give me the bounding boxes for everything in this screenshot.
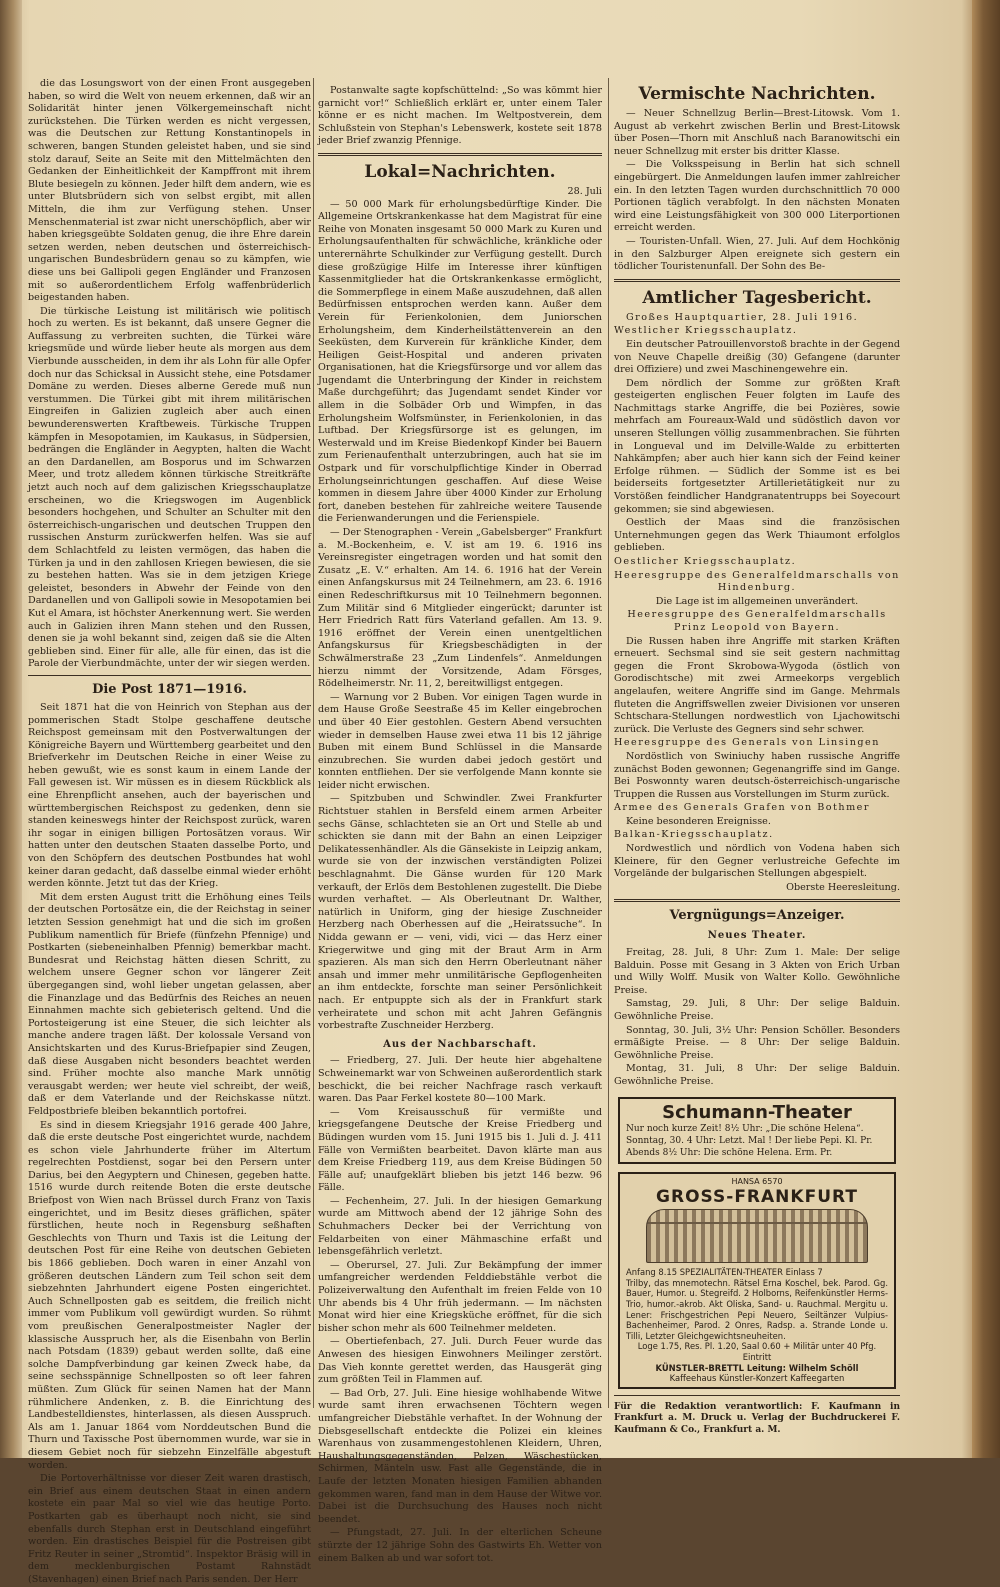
post-article-title: Die Post 1871—1916. (92, 681, 247, 697)
article-paragraph: die das Losungswort von der einen Front ausgegeben haben, so wird die Welt von neuem erkennen, daß wir an Solidarität hinter jenen Völkergemeinschaft nicht zurückstehen. Die Türken werden es nicht vergessen, was die Deutschen zur Rettung Konstantinopels in schweren, bangen Stunden geleistet haben, und sie sind stolz darauf, Seite an Seite mit den Mittelmächten den Gedanken der Einheitlichkeit der Kampffront mit ihrem Blute besiegeln zu können. Jeder hilft dem andern, wie es unter Blutsbrüdern sich von selbst ergibt, mit allen Mitteln, die ihm zur Verfügung stehen. Unser Menschenmaterial ist zwar nicht unerschöpflich, aber wir haben kriegsgeübte Soldaten genug, die ihre Ehre darein setzen werden, neben deutschen und österreichisch-ungarischen Bundesbrüdern genau so zu kämpfen, wie diese uns bei Gallipoli gegen Engländer und Franzosen mit so außerordentlichem Erfolg waffenbrüderlich beigestanden haben. (28, 78, 311, 304)
column-2 (318, 85, 602, 1566)
news-item: — Obertiefenbach, 27. Juli. Durch Feuer wurde das Anwesen des hiesigen Einwohners Meilinger zerstört. Das Vieh konnte gerettet werden, das Hausgerät ging zum größten Teil in Flammen auf. (318, 1336, 602, 1386)
news-item: — Vom Kreisausschuß für vermißte und kriegsgefangene Deutsche der Kreise Friedberg und Büdingen wurden vom 15. Juni 1915 bis 1. Juli d. J. 411 Fälle von Vermißten bearbeitet. Davon klärte man aus dem Kreise Friedberg 119, aus dem Kreise Büdingen 50 Fälle auf; unaufgeklärt blieben bis jetzt 146 bezw. 96 Fälle. (318, 1106, 602, 1194)
report-paragraph: Nordöstlich von Swiniuchy haben russische Angriffe zunächst Boden gewonnen; Gegenangriffe sind im Gange. Bei Poswonnty waren deutsch-österreichisch-ungarische Truppen die Russen aus Vorstellungen im Sturm zurück. (614, 750, 900, 800)
lokal-section-title: Lokal=Nachrichten. (364, 161, 556, 182)
ad-phone: HANSA 6570 (731, 1176, 783, 1186)
army-group-heading: Heeresgruppe des Generalfeldmarschalls Prinz Leopold von Bayern. (627, 609, 887, 633)
report-paragraph: Ein deutscher Patrouillenvorstoß brachte in der Gegend von Neuve Chapelle dreißig (30) Gefangene (darunter drei Offiziere) und zwei Maschinengewehre ein. (614, 338, 900, 376)
news-item: — 50 000 Mark für erholungsbedürftige Kinder. Die Allgemeine Ortskrankenkasse hat dem Magistrat für eine Reihe von Monaten insgesamt 50 000 Mark zu Kuren und Erholungsaufenthalten für schwächliche, kränkliche oder unterernährte Schulkinder zur Verfügung gestellt. Durch diese großzügige Hilfe im Interesse ihrer künftigen Kassenmitglieder hat die Ortskrankenkasse ermöglicht, die Sommerpflege in einem Maße auszudehnen, daß allen Bedürfnissen entsprochen werden kann. Außer dem Verein für Ferienkolonien, dem Juniorschen Erholungsheim, dem Kinderheilstättenverein an den Seeküsten, dem Kurverein für kränkliche Kinder, dem Heiligen Geist-Hospital und anderen privaten Organisationen, hat die Kriegsfürsorge und vor allem das Jugendamt die Unterbringung der Kinder in reichstem Maße durchgeführt; das Jugendamt sendet Kinder vor allem in die Solbäder Orb und Wimpfen, in das Erholungsheim Wolfsmünster, in Ferienkolonien, in das Luftbad. Der Kriegsfürsorge ist es gelungen, im Westerwald und im Kreise Biedenkopf Kinder bei Bauern zum Ferienaufenthalt unterzubringen, auch hat sie im Ostpark und für vorschulpflichtige Kinder in Oberrad Erholungseinrichtungen geschaffen. Auf diese Weise kommen in diesem Jahre über 4000 Kinder zur Erholung fort, daneben bestehen für zahlreiche weitere Tausende die Ferienwanderungen und die Ferienspiele. (318, 198, 602, 525)
lokal-date: 28. Juli (567, 185, 602, 197)
news-item: — Fechenheim, 27. Juli. In der hiesigen Gemarkung wurde am Mittwoch abend der 12 jährige Sohn des Schuhmachers Decker bei der Verrichtung von Feldarbeiten von einer Mähmaschine erfaßt und lebensgefährlich verletzt. (318, 1195, 602, 1258)
book-spine (972, 0, 1000, 1458)
report-paragraph: Keine besonderen Ereignisse. (626, 815, 771, 827)
ad-line: Loge 1.75, Res. Pl. 1.20, Saal 0.60 + Militär unter 40 Pfg. Eintritt (637, 1341, 877, 1362)
theater-listing: Montag, 31. Juli, 8 Uhr: Der selige Balduin. Gewöhnliche Preise. (614, 1063, 900, 1087)
divider (318, 153, 602, 156)
divider (614, 279, 900, 282)
divider (614, 1395, 900, 1396)
report-paragraph: Oestlich der Maas sind die französischen Unternehmungen gegen das Werk Thiaumont erfolglos geblieben. (614, 517, 900, 554)
building-illustration-icon (646, 1209, 868, 1263)
article-paragraph: Die Portoverhältnisse vor dieser Zeit waren drastisch, ein Brief aus einem deutschen Staat in einen andern kostete ein paar Mal so viel wie das heutige Porto. Postkarten gab es überhaupt noch nicht, sie sind ebenfalls durch Stephan erst in Deutschland eingeführt worden. Ein drastisches Beispiel für die Postreisen gibt Fritz Reuter in seiner „Stromtid“. Inspektor Bräsig will in dem mecklenburgischen Postamt Rahnstädt (Stavenhagen) einen Brief nach Paris senden. Der Herr (28, 1473, 311, 1585)
ad-line: KÜNSTLER-BRETTL Leitung: Wilhelm Schöll (655, 1362, 859, 1373)
ad-line: Abends 8½ Uhr: Die schöne Helena. Erm. Pr. (626, 1147, 833, 1158)
divider (28, 675, 311, 676)
ad-line: Sonntag, 30. 4 Uhr: Letzt. Mal ! Der liebe Pepi. Kl. Pr. (626, 1135, 873, 1146)
vergnuegungs-title: Vergnügungs=Anzeiger. (669, 908, 845, 924)
news-item: — Pfungstadt, 27. Juli. In der elterlichen Scheune stürzte der 12 jährige Sohn des Gastwirts Eh. Wetter von einem Balken ab und war sofort tot. (318, 1527, 602, 1564)
news-item: — Friedberg, 27. Juli. Der heute hier abgehaltene Schweinemarkt war von Schweinen außerordentlich stark beschickt, die bei reicher Nachfrage rasch verkauft waren. Das Paar Ferkel kostete 80—100 Mark. (318, 1055, 602, 1105)
article-paragraph: Die türkische Leistung ist militärisch wie politisch hoch zu werten. Es ist bekannt, daß unsere Gegner die Auffassung zu verbreiten suchten, die Türkei wäre kriegsmüde und würde lieber heute als morgen aus dem Vierbunde ausscheiden, in dem ihr als Lohn für alle Opfer doch nur das Schicksal in Aussicht stehe, eine Potsdamer Domäne zu werden. Dieses alberne Gerede muß nun verstummen. Die Türkei gibt mit ihrem militärischen Eingreifen in Galizien zugleich aber auch einen bewunderenswerten Kraftbeweis. Türkische Truppen kämpfen in Mesopotamien, im Kaukasus, in Südpersien, bedrängen die Engländer in Aegypten, halten die Wacht an den Dardanellen, am Bosporus und im Schwarzen Meer, und trotz alledem können türkische Streitkräfte jetzt auch noch auf dem galizischen Kriegsschauplatze erscheinen, wo die Kriegswogen im Augenblick besonders hochgehen, und Schulter an Schulter mit den österreichisch-ungarischen und deutschen Truppen den russischen Ansturm zurückwerfen helfen. Was sie auf dem Schlachtfeld zu leisten vermögen, das haben die Türken ja und in den zahllosen Kriegen bewiesen, die sie zu bestehen hatten. Was sie in dem jetzigen Kriege geleistet, besonders in Abwehr der Feinde von den Dardanellen und von Gallipoli sowie in Mesopotamien bei Kut el Amara, ist höchster Anerkennung wert. Sie werden auch in Galizien ihren Mann stehen und den Russen, denen sie ja wohl bekannt sind, zeigen daß sie die Alten geblieben sind. Einer für alle, alle für einen, das ist die Parole der Vierbundmächte, unter der wir siegen werden. (28, 305, 311, 670)
news-item: — Die Volksspeisung in Berlin hat sich schnell eingebürgert. Die Anmeldungen laufen immer zahlreicher ein. In den letzten Tagen wurden durchschnittlich 70 000 Portionen täglich verabfolgt. In den nächsten Monaten wird eine Leistungsfähigkeit von 300 000 Literportionen erreicht werden. (614, 159, 900, 234)
ad-line: Trilby, das mnemotechn. Rätsel Erna Koschel, bek. Parod. Gg. Bauer, Humor. u. Stegreifd. 2 Holborns, Reifenkünstler Herms-Trio, humor.-akrob. Akt Oliska, Sand- u. Rauchmal. Mergitu u. Lener: Frischgestrichen Pepi Neuero, Seiltänzer Vulpius-Bachenheimer, Parod. 2 Onres, Radsp. a. Strande Londe u. Tilli, Letzter Gleichgewichtsneuheiten. (626, 1277, 888, 1341)
news-item: — Der Stenographen - Verein „Gabelsberger“ Frankfurt a. M.-Bockenheim, e. V. ist am 19. 6. 1916 ins Vereinsregister eingetragen worden und hat somit den Zusatz „E. V.“ erhalten. Am 14. 6. 1916 hat der Verein einen Anfangskursus mit 24 Teilnehmern, am 23. 6. 1916 einen Redeschriftkursus mit 10 Teilnehmern begonnen. Zum Militär sind 6 Mitglieder eingerückt; darunter ist Herr Friedrich Ratt fürs Vaterland gefallen. Am 13. 9. 1916 eröffnet der Verein einen unentgeltlichen Anfangskursus für Kriegsbeschädigten in der Schwälmerstraße 23 „Zum Lindenfels“. Anmeldungen hierzu nimmt der Vorsitzende, Adam Försges, Rödelheimerstr. Nr. 11, 2, bereitwilligst entgegen. (318, 527, 603, 690)
schumann-theater-ad (618, 1097, 896, 1164)
page-edge (962, 0, 972, 1458)
ad-line: Anfang 8.15 SPEZIALITÄTEN-THEATER Einlass 7 (626, 1267, 823, 1278)
report-paragraph: Die Russen haben ihre Angriffe mit starken Kräften erneuert. Sechsmal sind sie seit gestern nachmittag gegen die Front Skrobowa-Wygoda (östlich von Gorodischtsche) mit zwei Armeekorps vergeblich angelaufen, weitere Angriffe sind im Gange. Mehrmals fluteten die Angriffswellen zweier Divisionen vor unseren Schtschara-Stellungen nordwestlich von Ljachowitschi zurück. Die Verluste des Gegners sind sehr schwer. (614, 635, 900, 735)
vermischte-section-title: Vermischte Nachrichten. (638, 84, 876, 104)
ad-title: Schumann-Theater (662, 1101, 852, 1123)
gross-frankfurt-ad (618, 1172, 896, 1389)
army-heading: Armee des Generals Grafen von Bothmer (614, 802, 870, 814)
ad-line: Nur noch kurze Zeit! 8½ Uhr: „Die schöne Helena“. (626, 1123, 864, 1134)
tagesbericht-title: Amtlicher Tagesbericht. (642, 287, 872, 308)
army-group-heading: Heeresgruppe des Generals von Linsingen (614, 737, 880, 749)
theater-listing: Sonntag, 30. Juli, 3½ Uhr: Pension Schöller. Besonders ermäßigte Preise. — 8 Uhr: Der selige Balduin. Gewöhnliche Preise. (614, 1024, 900, 1061)
news-item: — Spitzbuben und Schwindler. Zwei Frankfurter Richtstuer stahlen in Bersfeld einem armen Arbeiter sechs Gänse, schlachteten sie an Ort und Stelle ab und schickten sie dann mit der Bahn an einen Leipziger Delikatessenhändler. Als die Gänsekiste in Leipzig ankam, wurde sie von der inzwischen verständigten Polizei beschlagnahmt. Die Gänse wurden für 120 Mark verkauft, der Erlös dem Bestohlenen zugestellt. Die Diebe wurden verhaftet. — Als Oberleutnant Dr. Walther, natürlich in Uniform, ging der hiesige Zuschneider Herzberg nach Oberhessen auf die „Heiratssuche“. In Nidda gewann er — veni, vidi, vici — das Herz einer Kriegerwitwe und ging mit der Braut Arm in Arm spazieren. Als man sich den Herrn Oberleutnant näher ansah und immer mehr unmilitärische Gepflogenheiten an ihm entdeckte, forschte man seiner Persönlichkeit nach. Er entpuppte sich als der in Frankfurt stark verheiratete und schon mit acht Jahren Gefängnis vorbestrafte Zuschneider Herzberg. (318, 793, 602, 1032)
ad-line: Kaffeehaus Künstler-Konzert Kaffeegarten (669, 1373, 845, 1384)
report-paragraph: Nordwestlich und nördlich von Vodena haben sich Kleinere, für den Gegner verlustreiche Gefechte im Vorgelände der bulgarischen Stellungen abgespielt. (614, 843, 900, 880)
article-paragraph: Es sind in diesem Kriegsjahr 1916 gerade 400 Jahre, daß die erste deutsche Post eingerichtet wurde, nachdem es schon viele Jahrhunderte früher im Altertum regelrechten Postdienst, sogar bei den Persern unter Darius, bei den Aegyptern und Chinesen, gegeben hatte. 1516 wurde durch reitende Boten die erste deutsche Briefpost von Wien nach Brüssel durch Franz von Taxis eingerichtet, und im Besitz dieses gräflichen, später fürstlichen, heute noch in Regensburg seßhaften Geschlechts von Thurn und Taxis ist die Leitung der deutschen Post für eine Reihe von deutschen Gebieten bis 1866 geblieben. Doch waren in einer Anzahl von größeren deutschen Ländern zum Teil schon seit dem siebzehnten Jahrhundert eigene Posten eingerichtet. Auch Schnellposten gab es seitdem, die freilich nicht immer vom Publikum voll gewürdigt wurden. So rühmt vom preußischen Generalpostmeister Nagler der klassische Ausspruch her, als die Eisenbahn von Berlin nach Potsdam (1839) gebaut werden sollte, daß eine solche Dampfverbindung gar keinen Zweck habe, da seine sechsspännige Schnellposten so oft leer fahren müßten. Zum Glück für seinen Namen hat der Mann rühmlichere Andenken, z. B. die Einrichtung des Landbestelldienstes, hinterlassen, als diesen Ausspruch. Als am 1. Januar 1864 vom Norddeutschen Bund die Thurn und Taxissche Post übernommen wurde, war sie in diesem Gebiet noch für siebzehn Einzelfälle abgestuft worden. (28, 1119, 311, 1471)
report-signature: Oberste Heeresleitung. (786, 881, 900, 893)
column-rule (313, 78, 314, 1408)
article-paragraph: Mit dem ersten August tritt die Erhöhung eines Teils der deutschen Portosätze ein, die der Reichstag in seiner letzten Session genehmigt hat und die sich im großen Publikum namentlich für Briefe (fünfzehn Pfennige) und Postkarten (siebeneinhalben Pfennig) bemerkbar macht. Bundesrat und Reichstag hätten diesen Schritt, zu welchem unsere Gegner schon vor längerer Zeit übergegangen sind, wohl lieber ungetan gelassen, aber die Finanzlage und das Bedürfnis des Reiches an neuen Einnahmen machte sich gebieterisch geltend. Und die Portosteigerung ist eine Steuer, die sich leichter als manche andere tragen läßt. Der kolossale Versand von Ansichtskarten und des Kurus-Briefpapier sind Zeugen, daß diese Ausgaben nicht besonders beachtet werden sind. Früher mochte also manche Mark unnötig verausgabt werden; wer heute viel schreibt, der weiß, daß er dem Vaterlande und der Reichskasse nützt. Feldpostbriefe bleiben bekanntlich portofrei. (28, 891, 311, 1117)
column-3 (614, 78, 900, 1436)
west-front-heading: Westlicher Kriegsschauplatz. (614, 325, 798, 337)
theater-listing: Freitag, 28. Juli, 8 Uhr: Zum 1. Male: Der selige Balduin. Posse mit Gesang in 3 Akten von Erich Urban und Willy Wolff. Musik von Walter Kollo. Gewöhnliche Preise. (614, 947, 900, 996)
headquarters-line: Großes Hauptquartier, 28. Juli 1916. (626, 311, 859, 323)
news-item: — Bad Orb, 27. Juli. Eine hiesige wohlhabende Witwe wurde samt ihren erwachsenen Töchtern wegen umfangreicher Diebstähle verhaftet. In der Wohnung der Diebsgesellschaft entdeckte die Polizei ein kleines Warenhaus von zusammengestohlenen Kleidern, Uhren, Haushaltungsgegenständen, Pelzen, Wäschestücken, Schirmen, Mänteln usw. Fast alle Gegenstände, die in Laufe der letzten Monaten hiesigen Familien abhanden gekommen waren, fand man in dem Hause der Witwe vor. Dabei ist die Durchsuchung des Hauses noch nicht beendet. (318, 1387, 602, 1525)
news-item: — Warnung vor 2 Buben. Vor einigen Tagen wurde in dem Hause Große Seestraße 45 im Keller eingebrochen und über 40 Eier gestohlen. Gestern Abend versuchten wieder in demselben Hause zwei etwa 11 bis 12 jährige Buben mit einem Bund Schlüssel in die Mansarde einzubrechen. Sie wurden dabei jedoch gestört und konnten entfliehen. Der sie verfolgende Mann konnte sie leider nicht erwischen. (318, 691, 602, 791)
army-group-heading: Heeresgruppe des Generalfeldmarschalls von Hindenburg. (614, 569, 900, 594)
article-paragraph: Postanwalte sagte kopfschüttelnd: „So was kömmt hier garnicht vor!“ Schließlich erklärt er, unter einem Taler könne er es nicht machen. Im Weltpostverein, dem Schlußstein von Stephan's Lebenswerk, kostete seit 1878 jeder Brief zwanzig Pfennige. (318, 85, 602, 147)
news-item: — Touristen-Unfall. Wien, 27. Juli. Auf dem Hochkönig in den Salzburger Alpen ereignete sich gestern ein tödlicher Touristenunfall. Der Sohn des Be- (614, 235, 900, 273)
news-item: — Neuer Schnellzug Berlin—Brest-Litowsk. Vom 1. August ab verkehrt zwischen Berlin und Brest-Litowsk über Posen—Thorn mit Anschluß nach Baranowitschi ein neuer Schnellzug mit erster bis dritter Klasse. (614, 108, 900, 157)
news-item: — Oberursel, 27. Juli. Zur Bekämpfung der immer umfangreicher werdenden Felddiebstähle verbot die Polizeiverwaltung den Aufenthalt im freien Felde von 10 Uhr abends bis 4 Uhr früh jedermann. — Im nächsten Monat wird hier eine Kriegsküche eröffnet, für die sich bisher schon mehr als 600 Teilnehmer meldeten. (318, 1259, 602, 1334)
article-paragraph: Seit 1871 hat die von Heinrich von Stephan aus der pommerischen Stadt Stolpe geschaffene deutsche Reichspost gemeinsam mit den Postverwaltungen der Königreiche Bayern und Württemberg gearbeitet und den Briefverkehr im Deutschen Reiche in einer Weise zu heben gewußt, wie es sonst kaum in einem Lande der Fall gewesen ist. Wir müssen es in diesem Rückblick als eine Ehrenpflicht ansehen, auch der bayerischen und württembergischen Reichspost zu gedenken, denn sie standen keineswegs hinter der Reichspost zurück, waren ihr sogar in einigen billigen Portosätzen voraus. Wir hatten unter den deutschen Staaten dasselbe Porto, und von den Schöpfern des deutschen Postbundes hat wohl keiner daran gedacht, daß dasselbe einmal wieder erhöht werden könnte. Jetzt tut das der Krieg. (28, 701, 311, 890)
column-1 (28, 78, 311, 1587)
nachbar-section-title: Aus der Nachbarschaft. (383, 1038, 537, 1050)
balkan-heading: Balkan-Kriegsschauplatz. (614, 829, 774, 841)
report-paragraph: Die Lage ist im allgemeinen unverändert. (655, 595, 859, 607)
report-paragraph: Dem nördlich der Somme zur größten Kraft gesteigerten englischen Feuer folgten im Laufe des Nachmittags starke Angriffe, die bei Pozières, sowie mehrfach am Foureaux-Wald und südöstlich davon vor unseren Stellungen völlig zusammenbrachen. Sie führten in Longueval und im Delville-Walde zu erbitterten Nahkämpfen; aber auch hier kann sich der Feind keiner Erfolge rühmen. — Südlich der Somme ist es bei beiderseits fortgesetzter Artillerietätigkeit nur zu Vorstößen feindlicher Handgranatentrupps bei Soyecourt gekommen; sie sind abgewiesen. (614, 377, 900, 515)
imprint: Für die Redaktion verantwortlich: F. Kaufmann in Frankfurt a. M. Druck u. Verlag der Buchdruckerei F. Kaufmann & Co., Frankfurt a. M. (614, 1401, 900, 1435)
east-front-heading: Oestlicher Kriegsschauplatz. (614, 556, 797, 567)
divider (614, 899, 900, 902)
theater-heading: Neues Theater. (707, 930, 807, 942)
theater-listing: Samstag, 29. Juli, 8 Uhr: Der selige Balduin. Gewöhnliche Preise. (614, 998, 900, 1022)
ad-title: GROSS-FRANKFURT (656, 1187, 858, 1208)
column-rule (608, 78, 609, 1408)
binding-gutter (0, 0, 22, 1458)
